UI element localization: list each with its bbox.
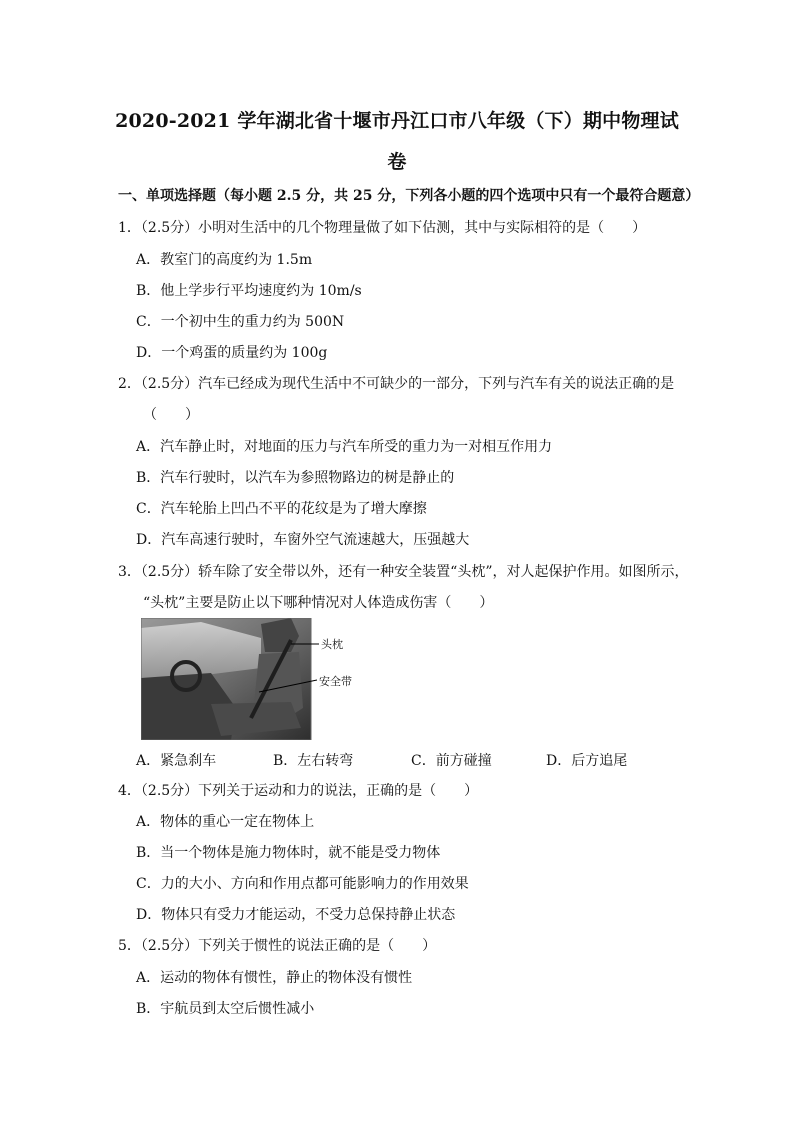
question-5-option-a: A．运动的物体有惯性，静止的物体没有惯性 [136,970,413,986]
question-1-stem: 1．（2.5分）小明对生活中的几个物理量做了如下估测，其中与实际相符的是（ ） [118,220,647,236]
question-4-option-b: B．当一个物体是施力物体时，就不能是受力物体 [136,845,441,861]
seatbelt-label: 安全带 [319,675,352,688]
question-2-stem: 2．（2.5分）汽车已经成为现代生活中不可缺少的一部分，下列与汽车有关的说法正确的是 [118,376,675,392]
headrest-label: 头枕 [321,638,343,651]
question-1-option-d: D．一个鸡蛋的质量约为 100g [136,345,328,361]
question-2-option-c: C．汽车轮胎上凹凸不平的花纹是为了增大摩擦 [136,501,427,517]
question-3-option-a: A．紧急刹车 [136,753,217,769]
question-5-option-b: B．宇航员到太空后惯性减小 [136,1001,315,1017]
question-3-option-c: C．前方碰撞 [411,753,492,769]
question-3-option-d: D．后方追尾 [546,753,628,769]
question-2-stem-cont: （ ） [143,407,199,423]
question-4-option-d: D．物体只有受力才能运动，不受力总保持静止状态 [136,907,456,923]
car-interior-figure [141,618,361,740]
question-2-option-a: A．汽车静止时，对地面的压力与汽车所受的重力为一对相互作用力 [136,439,553,455]
question-1-option-a: A．教室门的高度约为 1.5m [136,252,313,268]
question-3-stem-cont: “头枕”主要是防止以下哪种情况对人体造成伤害（ ） [143,595,494,611]
question-3-stem: 3．（2.5分）轿车除了安全带以外，还有一种安全装置“头枕”，对人起保护作用。如图所示， [118,564,689,580]
section-heading: 一、单项选择题（每小题 2.5 分，共 25 分，下列各小题的四个选项中只有一个最符合题意） [118,188,700,204]
question-4-option-a: A．物体的重心一定在物体上 [136,814,315,830]
question-2-option-b: B．汽车行驶时，以汽车为参照物路边的树是静止的 [136,470,455,486]
question-5-stem: 5．（2.5分）下列关于惯性的说法正确的是（ ） [118,938,437,954]
question-4-stem: 4．（2.5分）下列关于运动和力的说法，正确的是（ ） [118,783,479,799]
question-1-option-b: B．他上学步行平均速度约为 10m/s [136,283,362,299]
question-2-option-d: D．汽车高速行驶时，车窗外空气流速越大，压强越大 [136,532,470,548]
question-4-option-c: C．力的大小、方向和作用点都可能影响力的作用效果 [136,876,469,892]
exam-title-line1: 2020-2021 学年湖北省十堰市丹江口市八年级（下）期中物理试 [115,110,679,132]
exam-title-line2: 卷 [387,151,407,173]
question-1-option-c: C．一个初中生的重力约为 500N [136,314,345,330]
question-3-option-b: B．左右转弯 [273,753,354,769]
